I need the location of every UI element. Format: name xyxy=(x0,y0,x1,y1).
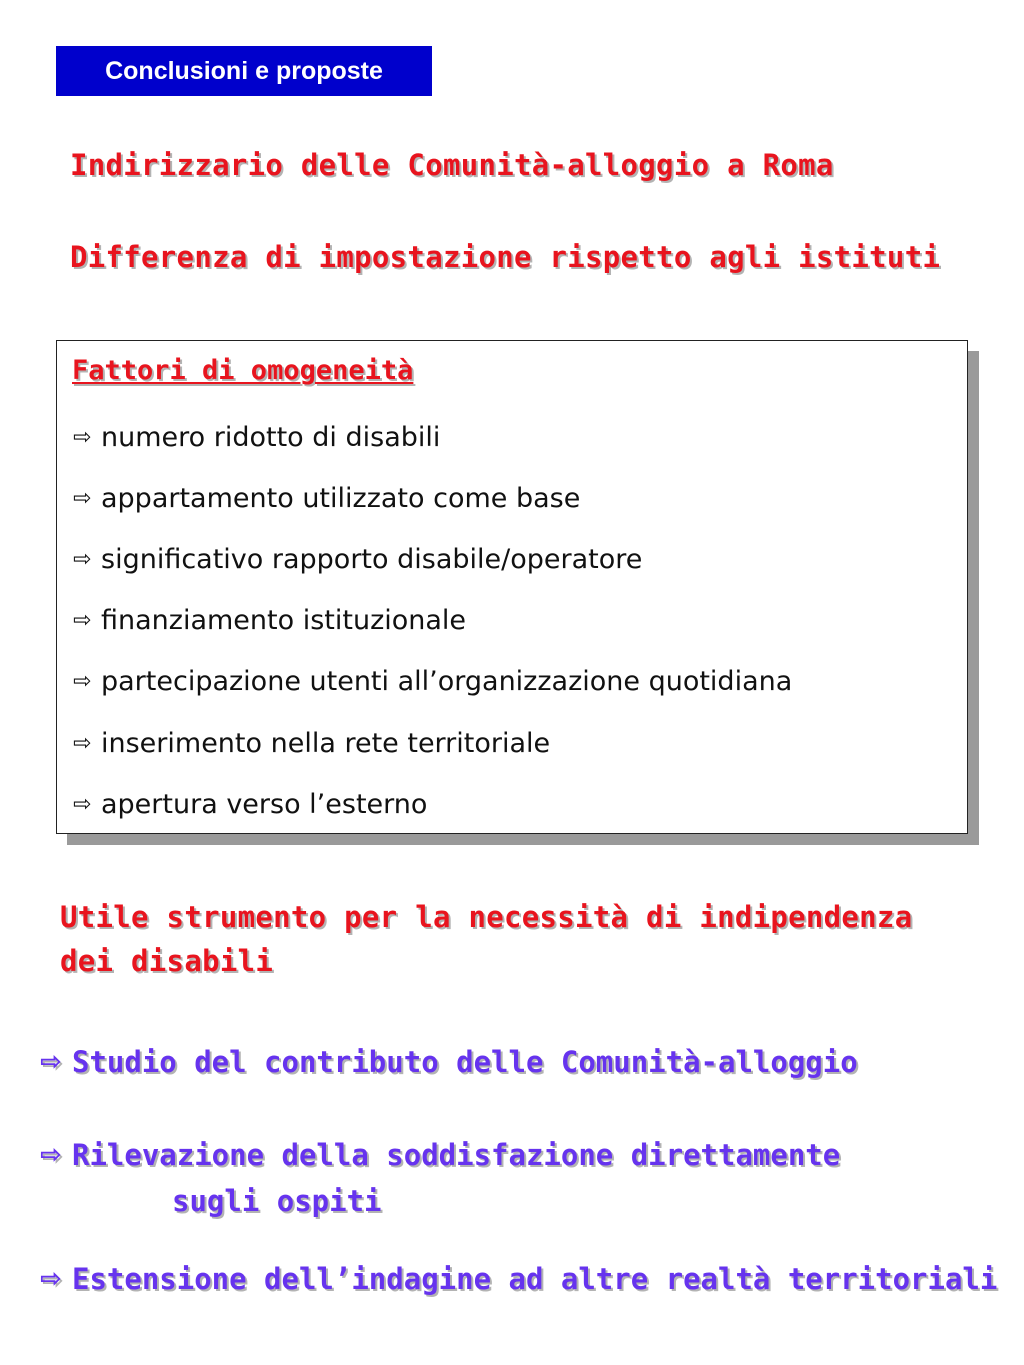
factor-item-label: finanziamento istituzionale xyxy=(101,604,467,636)
arrow-right-outline-icon: ⇨ xyxy=(73,546,92,572)
proposal-item-label: Studio del contributo delle Comunità-alloggio xyxy=(72,1045,858,1079)
factor-item-label: significativo rapporto disabile/operatore xyxy=(101,543,643,575)
section-title-tag: Conclusioni e proposte xyxy=(56,46,432,96)
factor-box xyxy=(56,340,968,834)
factor-item-label: partecipazione utenti all’organizzazione quotidiana xyxy=(101,665,793,697)
proposal-item xyxy=(40,1045,858,1079)
factor-item-label: numero ridotto di disabili xyxy=(101,421,441,453)
factor-item xyxy=(73,784,427,824)
arrow-right-outline-icon: ⇨ xyxy=(40,1047,62,1077)
factor-item xyxy=(73,661,792,701)
proposal-item-label: Rilevazione della soddisfazione direttamente xyxy=(72,1138,841,1172)
arrow-right-outline-icon: ⇨ xyxy=(73,730,92,756)
proposal-item xyxy=(40,1138,840,1172)
proposal-item-continuation: sugli ospiti xyxy=(172,1184,382,1218)
factor-item xyxy=(73,723,550,763)
factor-box-title: Fattori di omogeneità xyxy=(72,355,414,386)
factor-item xyxy=(73,417,440,457)
arrow-right-outline-icon: ⇨ xyxy=(73,485,92,511)
factor-item xyxy=(73,478,580,518)
factor-item-label: inserimento nella rete territoriale xyxy=(101,727,551,759)
factor-item-label: apertura verso l’esterno xyxy=(101,788,428,820)
heading-directory: Indirizzario delle Comunità-alloggio a Roma xyxy=(70,148,834,182)
factor-item xyxy=(73,600,466,640)
factor-item xyxy=(73,539,642,579)
conclusion-text-continuation: dei disabili xyxy=(60,944,274,978)
conclusion-text: Utile strumento per la necessità di indipendenza xyxy=(60,900,913,934)
heading-difference: Differenza di impostazione rispetto agli istituti xyxy=(70,240,941,274)
arrow-right-outline-icon: ⇨ xyxy=(73,607,92,633)
arrow-right-outline-icon: ⇨ xyxy=(40,1140,62,1170)
arrow-right-outline-icon: ⇨ xyxy=(73,424,92,450)
factor-item-label: appartamento utilizzato come base xyxy=(101,482,581,514)
arrow-right-outline-icon: ⇨ xyxy=(73,791,92,817)
arrow-right-outline-icon: ⇨ xyxy=(40,1264,62,1294)
proposal-item xyxy=(40,1262,997,1296)
proposal-item-label: Estensione dell’indagine ad altre realtà territoriali xyxy=(72,1262,998,1296)
arrow-right-outline-icon: ⇨ xyxy=(73,668,92,694)
